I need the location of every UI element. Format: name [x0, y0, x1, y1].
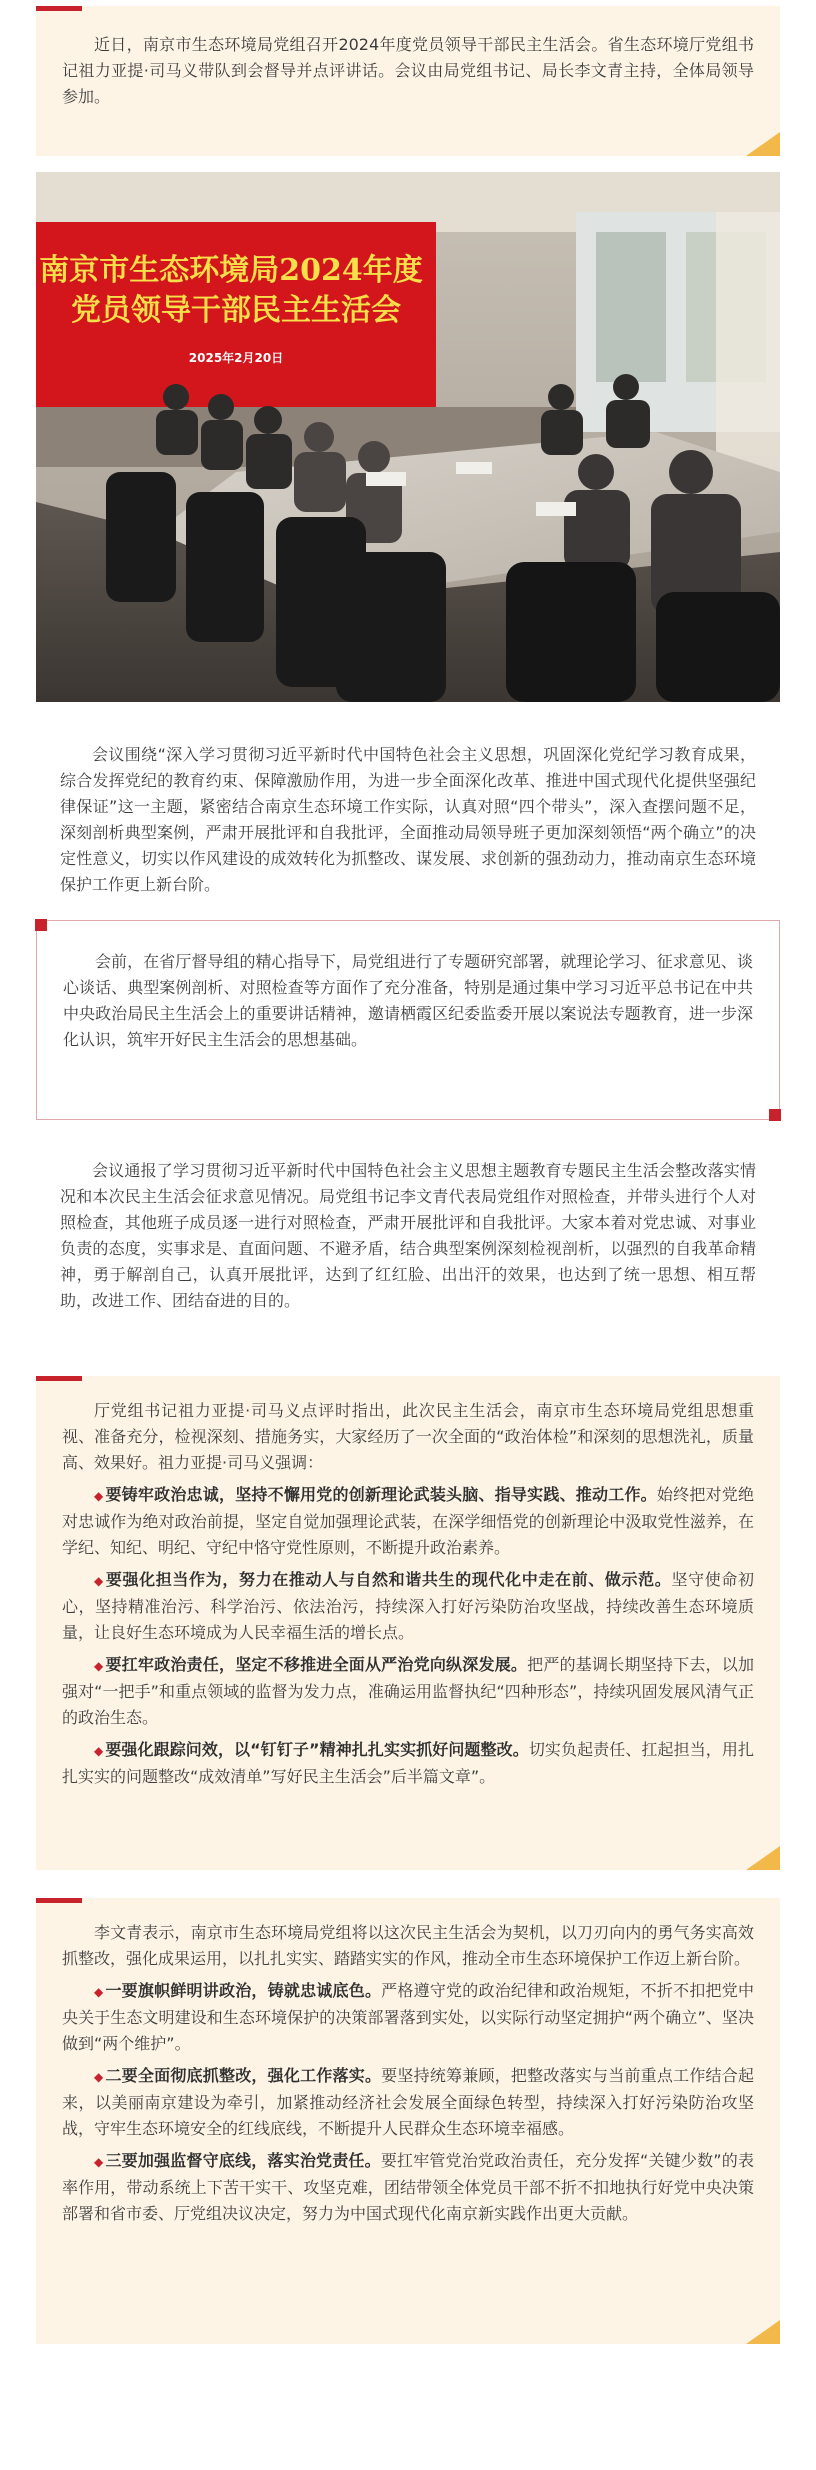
comment-item: ◆ 要强化担当作为，努力在推动人与自然和谐共生的现代化中走在前、做示范。坚守使命初心，坚持精准治污、科学治污、依法治污，持续深入打好污染防治攻坚战，持续改善生态环境质量，让良好生态环境成为人民幸福生活的增长点。 — [62, 1570, 754, 1642]
banner-date: 2025年2月20日 — [188, 351, 284, 365]
diamond-icon: ◆ — [94, 1659, 104, 1673]
preparation-paragraph: 会前，在省厅督导组的精心指导下，局党组进行了专题研究部署，就理论学习、征求意见、谈心谈话、典型案例剖析、对照检查等方面作了充分准备，特别是通过集中学习习近平总书记在中共中央政治局民主生活会上的重要讲话精神，邀请栖霞区纪委监委开展以案说法专题教育，进一步深化认识，筑牢开好民主生活会的思想基础。 — [63, 952, 753, 1049]
diamond-icon: ◆ — [94, 2155, 104, 2169]
intro-paragraph: 近日，南京市生态环境局党组召开2024年度党员领导干部民主生活会。省生态环境厅党组书记祖力亚提·司马义带队到会督导并点评讲话。会议由局党组书记、局长李文青主持，全体局领导参加。 — [62, 35, 754, 106]
red-accent-bar — [36, 1376, 82, 1381]
banner-title-line1: 南京市生态环境局2024年度 — [39, 253, 423, 288]
diamond-icon: ◆ — [94, 1985, 104, 1999]
comment-box — [36, 1376, 780, 1870]
diamond-icon: ◆ — [94, 2070, 104, 2084]
report-section — [36, 1158, 780, 1314]
comment-item: ◆ 要强化跟踪问效，以“钉钉子”精神扎扎实实抓好问题整改。切实负起责任、扛起担当，用扎扎实实的问题整改“成效清单”写好民主生活会”后半篇文章”。 — [62, 1740, 754, 1786]
theme-section — [36, 742, 780, 898]
closing-intro: 李文青表示，南京市生态环境局党组将以这次民主生活会为契机，以刀刃向内的勇气务实高效抓整改，强化成果运用，以扎扎实实、踏踏实实的作风，推动全市生态环境保护工作迈上新台阶。 — [62, 1923, 754, 1968]
theme-paragraph: 会议围绕“深入学习贯彻习近平新时代中国特色社会主义思想，巩固深化党纪学习教育成果，综合发挥党纪的教育约束、保障激励作用，为进一步全面深化改革、推进中国式现代化提供坚强纪律保证”这一主题，紧密结合南京生态环境工作实际，认真对照“四个带头”，深入查摆问题不足，深刻剖析典型案例，严肃开展批评和自我批评，全面推动局领导班子更加深刻领悟“两个确立”的决定性意义，切实以作风建设的成效转化为抓整改、谋发展、求创新的强劲动力，推动南京生态环境保护工作更上新台阶。 — [60, 745, 756, 894]
closing-item: ◆ 二要全面彻底抓整改，强化工作落实。要坚持统筹兼顾，把整改落实与当前重点工作结合起来，以美丽南京建设为牵引，加紧推动经济社会发展全面绿色转型，持续深入打好污染防治攻坚战，守牢生态环境安全的红线底线，不断提升人民群众生态环境幸福感。 — [62, 2066, 754, 2138]
red-accent-bar — [36, 1898, 82, 1903]
diamond-icon: ◆ — [94, 1489, 104, 1503]
frame-corner-dot — [35, 919, 47, 931]
closing-item: ◆ 一要旗帜鲜明讲政治，铸就忠诚底色。严格遵守党的政治纪律和政治规矩，不折不扣把党中央关于生态文明建设和生态环境保护的决策部署落到实处，以实际行动坚定拥护“两个确立”、坚决做到“两个维护”。 — [62, 1981, 754, 2053]
report-paragraph: 会议通报了学习贯彻习近平新时代中国特色社会主义思想主题教育专题民主生活会整改落实情况和本次民主生活会征求意见情况。局党组书记李文青代表局党组作对照检查，并带头进行个人对照检查，其他班子成员逐一进行对照检查，严肃开展批评和自我批评。大家本着对党忠诚、对事业负责的态度，实事求是、直面问题、不避矛盾，结合典型案例深刻检视剖析，以强烈的自我革命精神，勇于解剖自己，认真开展批评，达到了红红脸、出出汗的效果，也达到了统一思想、相互帮助，改进工作、团结奋进的目的。 — [60, 1161, 756, 1310]
comment-intro: 厅党组书记祖力亚提·司马义点评时指出，此次民主生活会，南京市生态环境局党组思想重视、准备充分，检视深刻、措施务实，大家经历了一次全面的“政治体检”和深刻的思想洗礼，质量高、效果好。祖力亚提·司马义强调： — [62, 1401, 754, 1472]
red-accent-bar — [36, 6, 82, 11]
preparation-frame — [36, 920, 780, 1120]
corner-triangle — [746, 132, 780, 156]
meeting-photo — [36, 172, 780, 702]
comment-item: ◆ 要扛牢政治责任，坚定不移推进全面从严治党向纵深发展。把严的基调长期坚持下去，以加强对“一把手”和重点领域的监督为发力点，准确运用监督执纪“四种形态”，持续巩固发展风清气正的政治生态。 — [62, 1655, 754, 1727]
corner-triangle — [746, 1846, 780, 1870]
diamond-icon: ◆ — [94, 1744, 104, 1758]
closing-box — [36, 1898, 780, 2344]
closing-item: ◆ 三要加强监督守底线，落实治党责任。要扛牢管党治党政治责任，充分发挥“关键少数”的表率作用，带动系统上下苦干实干、攻坚克难，团结带领全体党员干部不折不扣地执行好党中央决策部署和省市委、厅党组决议决定，努力为中国式现代化南京新实践作出更大贡献。 — [62, 2151, 754, 2223]
diamond-icon: ◆ — [94, 1574, 104, 1588]
banner-title-line2: 党员领导干部民主生活会 — [71, 293, 401, 328]
comment-item: ◆ 要铸牢政治忠诚，坚持不懈用党的创新理论武装头脑、指导实践、推动工作。始终把对党绝对忠诚作为绝对政治前提，坚定自觉加强理论武装，在深学细悟党的创新理论中汲取党性滋养，在学纪、知纪、明纪、守纪中恪守党性原则，不断提升政治素养。 — [62, 1485, 754, 1557]
intro-box — [36, 6, 780, 156]
corner-triangle — [746, 2320, 780, 2344]
frame-corner-dot — [769, 1109, 781, 1121]
